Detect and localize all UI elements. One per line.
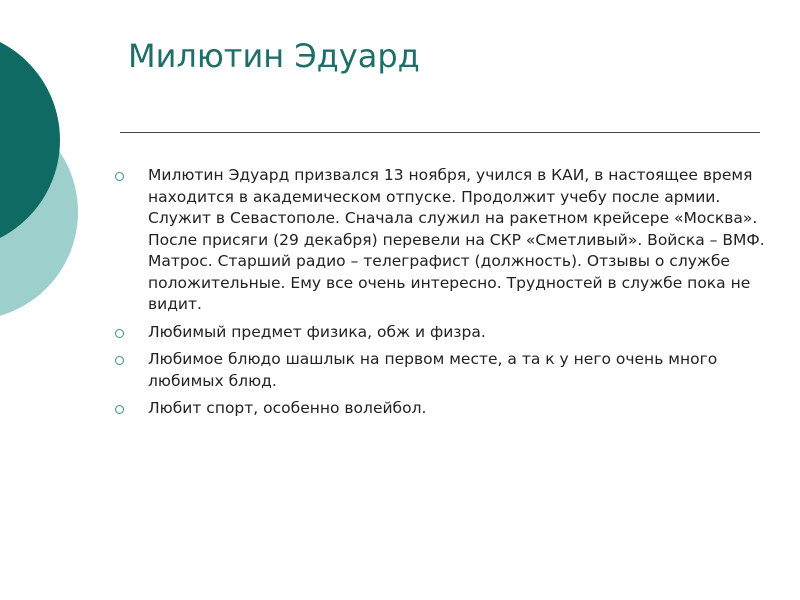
bullet-item-sport [115, 398, 765, 420]
bullet-item-favorite-subject [115, 322, 765, 344]
bullet-text: Любит спорт, особенно волейбол. [148, 399, 427, 417]
bullet-item-favorite-food [115, 349, 765, 392]
slide-title: Милютин Эдуард [128, 37, 420, 75]
title-divider [120, 132, 760, 133]
bullet-list [115, 165, 765, 426]
bullet-text: Любимый предмет физика, обж и физра. [148, 322, 486, 341]
bullet-text: Любимое блюдо шашлык на первом месте, а та к у него очень много любимых блюд. [148, 350, 718, 390]
bullet-item-service [115, 165, 765, 316]
bullet-text: Милютин Эдуард призвался 13 ноября, учился в КАИ, в настоящее время находится в академическом отпуске. Продолжит учебу после армии. Служит в Севастополе. Сначала служил на ракетном крейсере «Москва». После присяги (29 декабря) перевели на СКР «Сметливый». Войска – ВМФ. Матрос. Старший радио – телеграфист (должность). Отзывы о службе положительные. Ему все очень интересно. Трудностей в службе пока не видит. [148, 166, 765, 313]
hollow-circle-bullet-icon [115, 329, 124, 338]
hollow-circle-bullet-icon [115, 405, 124, 414]
hollow-circle-bullet-icon [115, 172, 124, 181]
hollow-circle-bullet-icon [115, 356, 124, 365]
